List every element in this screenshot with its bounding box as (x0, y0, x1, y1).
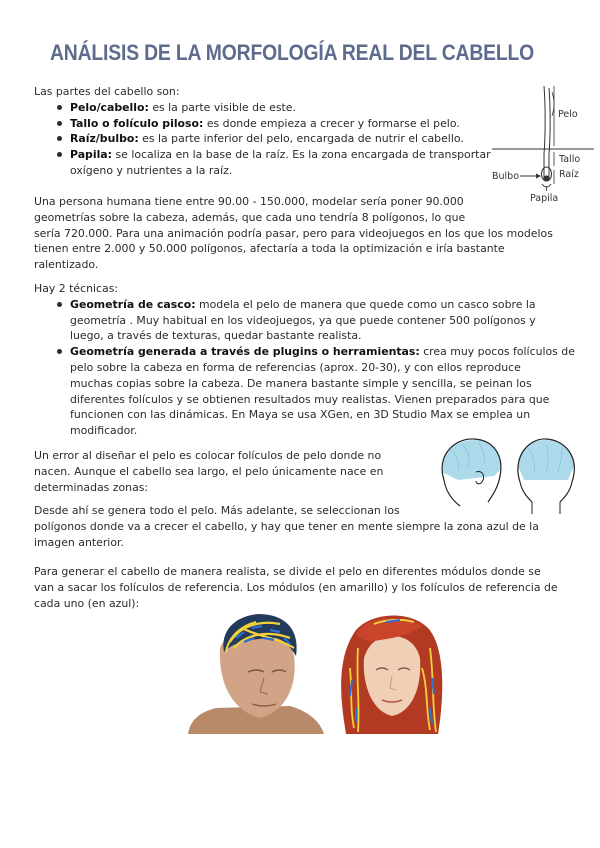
techniques-section (34, 281, 579, 439)
list-item: Pelo/cabello: es la parte visible de este. (34, 100, 494, 116)
list-item: Raíz/bulbo: es la parte inferior del pelo, encargada de nutrir el cabello. (34, 131, 494, 147)
label-tallo: Tallo (559, 154, 581, 165)
head-side-sketch (442, 439, 501, 506)
hair-modules-illustration (160, 608, 450, 734)
label-pelo: Pelo (558, 109, 578, 120)
woman-model-image (341, 615, 442, 734)
man-model-image (188, 614, 324, 734)
list-item: Geometría de casco: modela el pelo de manera que quede como un casco sobre la geometría . Muy habitual en los videojuegos, ya que puede contener 500 polígonos y luego, a través de texturas, quedar bastante realista. (34, 297, 579, 344)
techniques-list (34, 297, 579, 439)
paragraph-polygon-selection: Desde ahí se genera todo el pelo. Más adelante, se seleccionan los polígonos donde va a crecer el cabello, y hay que tener en mente siempre la zona azul de la imagen anterior. (34, 504, 539, 549)
paragraph-polygons: Una persona humana tiene entre 90.00 - 150.000, modelar sería poner 90.000 geometrías sobre la cabeza, además, que cada uno tendría 8 polígonos, lo que sería 720.000. Para una animación podría pasar, pero para videojuegos en los que los modelos tienen entre 2.000 y 50.000 polígonos, afectaría a toda la optimización e iría bastante ralentizado. (34, 195, 553, 272)
parts-intro: Las partes del cabello son: (34, 85, 180, 98)
list-item: Geometría generada a través de plugins o herramientas: crea muy pocos folículos de pelo sobre la cabeza en forma de referencias (aprox. 20-30), y con ellos reproduce muchas copias sobre la cabeza. De manera bastante simple y sencilla, se peinan los diferentes folículos y se obtienen resultados muy realistas. Vienen preparados para que funcionen con las dinámicas. En Maya se usa XGen, en 3D Studio Max se emplea un modificador. (34, 344, 579, 439)
hair-anatomy-diagram (486, 82, 596, 208)
list-item: Tallo o folículo piloso: es donde empieza a crecer y formarse el pelo. (34, 116, 494, 132)
paragraph-error: Un error al diseñar el pelo es colocar folículos de pelo donde no nacen. Aunque el cabello sea largo, el pelo únicamente nace en determinadas zonas: (34, 449, 384, 494)
label-raiz: Raíz (559, 169, 579, 180)
hair-parts-section (34, 84, 494, 179)
list-item: Papila: se localiza en la base de la raíz. Es la zona encargada de transportar oxígeno y nutrientes a la raíz. (34, 147, 494, 179)
label-bulbo: Bulbo (492, 171, 520, 182)
parts-list (34, 100, 494, 179)
page-title: ANÁLISIS DE LA MORFOLOGÍA REAL DEL CABELLO (50, 40, 535, 65)
label-papila: Papila (530, 193, 559, 204)
techniques-intro: Hay 2 técnicas: (34, 282, 119, 295)
paragraph-modules: Para generar el cabello de manera realista, se divide el pelo en diferentes módulos donde se van a sacar los folículos de referencia. Los módulos (en amarillo) y los folículos de referencia de cada uno (en azul): (34, 565, 558, 610)
